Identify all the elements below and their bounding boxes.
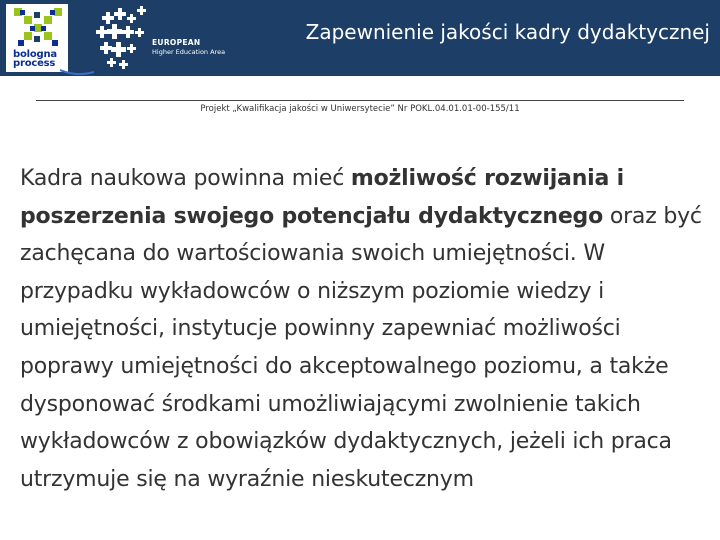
bologna-logo-line1: bologna <box>13 49 57 60</box>
body-intro: Kadra naukowa powinna mieć <box>20 166 351 191</box>
project-divider <box>36 100 684 101</box>
body-rest: oraz być zachęcana do wartościowania swoich umiejętności. W przypadku wykładowców o niższym poziomie wiedzy i umiejętności, instytucje powinny zapewniać możliwości poprawy umiejętności do akceptowalnego poziomu, a także dysponować środkami umożliwiającymi zwolnienie takich wykładowców z obowiązków dydaktycznych, jeżeli ich praca utrzymuje się na wyraźnie nieskutecznym <box>20 203 702 492</box>
bologna-process-logo <box>6 4 68 72</box>
project-strip <box>36 76 684 114</box>
header-band <box>0 0 720 76</box>
project-caption: Projekt „Kwalifikacja jakości w Uniwersytecie” Nr POKL.04.01.01-00-155/11 <box>200 104 520 114</box>
bologna-logo-line2: process <box>13 58 56 69</box>
ehea-logo-line1: EUROPEAN <box>152 38 201 47</box>
logo-underline-swoosh <box>60 68 94 76</box>
body-paragraph <box>20 160 710 498</box>
bologna-cross-icon <box>12 6 64 50</box>
body-emphasis: możliwość rozwijania i poszerzenia swojego potencjału dydaktycznego <box>20 166 624 229</box>
ehea-logo-text <box>152 38 225 56</box>
slide-title: Zapewnienie jakości kadry dydaktycznej <box>305 20 710 44</box>
ehea-logo-line2: Higher Education Area <box>152 48 226 56</box>
bologna-logo-text <box>13 50 63 68</box>
